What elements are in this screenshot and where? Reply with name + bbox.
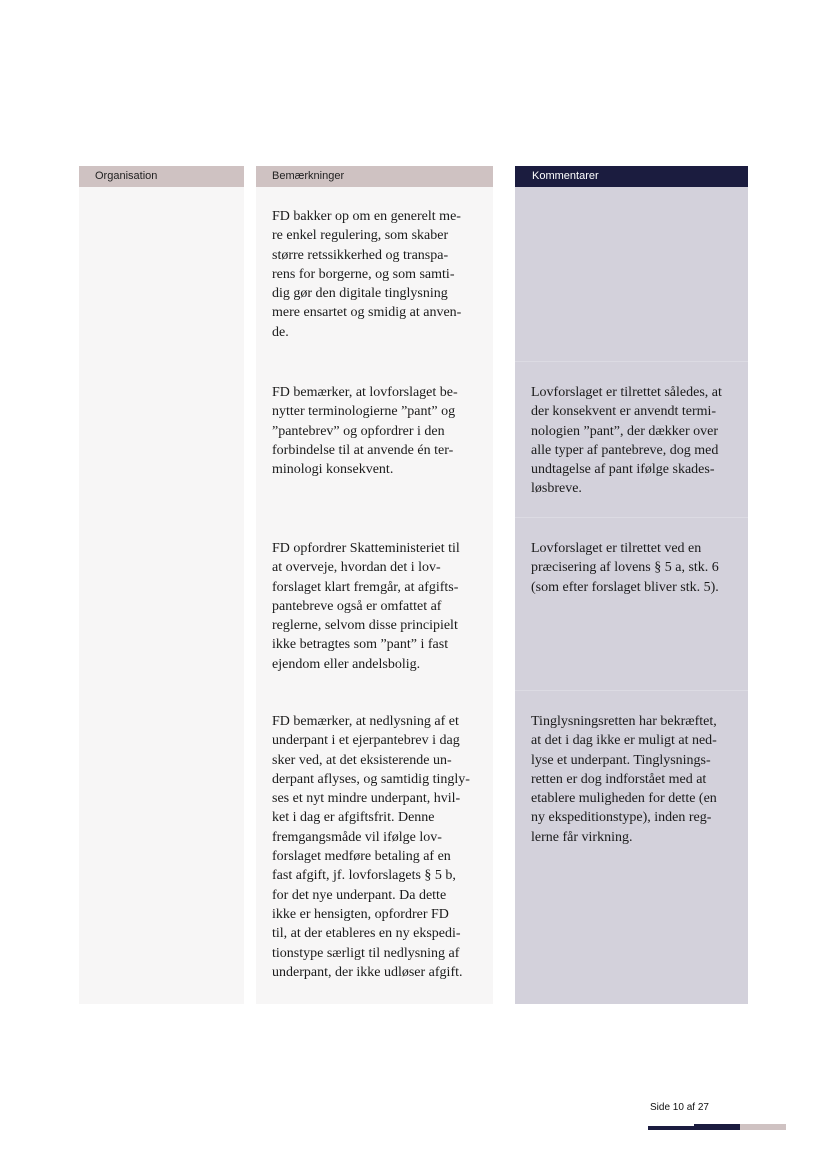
text-line: fast afgift, jf. lovforslagets § 5 b, <box>272 868 456 884</box>
text-line: underpant i et ejerpantebrev i dag <box>272 733 460 749</box>
organisation-column <box>79 187 244 1004</box>
text-line: mere ensartet og smidig at anven- <box>272 305 462 321</box>
text-line: Tinglysningsretten har bekræftet, <box>531 714 717 729</box>
comment-row-3 <box>531 539 736 597</box>
remark-row-3 <box>272 539 482 674</box>
column-header-bemaerkninger: Bemærkninger <box>256 166 493 187</box>
text-line: dig gør den digitale tinglysning <box>272 286 448 302</box>
text-line: derpant aflyses, og samtidig tingly- <box>272 771 470 787</box>
text-line: lerne får virkning. <box>531 829 633 845</box>
text-line: (som efter forslaget bliver stk. 5). <box>531 579 719 595</box>
text-line: FD bemærker, at nedlysning af et <box>272 714 459 729</box>
text-line: ejendom eller andelsbolig. <box>272 656 421 672</box>
text-line: etablere muligheden for dette (en <box>531 791 717 807</box>
text-line: til, at der etableres en ny ekspedi- <box>272 926 461 942</box>
text-line: ikke er hensigten, opfordrer FD <box>272 906 449 922</box>
text-line: underpant, der ikke udløser afgift. <box>272 964 463 980</box>
remark-row-4 <box>272 712 482 982</box>
column-header-organisation: Organisation <box>79 166 244 187</box>
text-line: præcisering af lovens § 5 a, stk. 6 <box>531 560 719 576</box>
text-line: FD opfordrer Skatteministeriet til <box>272 541 460 556</box>
text-line: Lovforslaget er tilrettet således, at <box>531 385 722 400</box>
text-line: fremgangsmåde vil ifølge lov- <box>272 829 442 845</box>
text-line: undtagelse af pant ifølge skades- <box>531 462 715 478</box>
text-line: rens for borgerne, og som samti- <box>272 266 455 282</box>
text-line: lyse et underpant. Tinglysnings- <box>531 752 711 768</box>
footer-bar-segment <box>648 1126 694 1130</box>
text-line: tionstype særligt til nedlysning af <box>272 945 460 961</box>
text-line: pantebreve også er omfattet af <box>272 598 442 614</box>
row-divider <box>515 361 748 362</box>
row-divider <box>515 517 748 518</box>
text-line: FD bemærker, at lovforslaget be- <box>272 385 458 400</box>
text-line: re enkel regulering, som skaber <box>272 228 449 244</box>
text-line: forslaget klart fremgår, at afgifts- <box>272 579 459 595</box>
row-divider <box>515 690 748 691</box>
text-line: nologien ”pant”, der dækker over <box>531 423 718 439</box>
column-header-kommentarer: Kommentarer <box>515 166 748 187</box>
text-line: ikke betragtes som ”pant” i fast <box>272 637 449 653</box>
remark-row-1 <box>272 207 482 342</box>
text-line: at overveje, hvordan det i lov- <box>272 560 441 576</box>
text-line: ”pantebrev” og opfordrer i den <box>272 423 445 439</box>
page-number: Side 10 af 27 <box>650 1102 709 1113</box>
footer-bar-segment <box>694 1124 740 1130</box>
footer-bar-segment <box>740 1124 786 1130</box>
text-line: for det nye underpant. Da dette <box>272 887 447 903</box>
text-line: minologi konsekvent. <box>272 462 394 478</box>
text-line: retten er dog indforstået med at <box>531 771 707 787</box>
text-line: nytter terminologierne ”pant” og <box>272 404 456 420</box>
text-line: forbindelse til at anvende én ter- <box>272 442 454 458</box>
text-line: reglerne, selvom disse principielt <box>272 618 458 634</box>
text-line: alle typer af pantebreve, dog med <box>531 442 719 458</box>
comment-row-4 <box>531 712 736 847</box>
text-line: ket i dag er afgiftsfrit. Denne <box>272 810 435 826</box>
text-line: løsbreve. <box>531 481 582 497</box>
text-line: der konsekvent er anvendt termi- <box>531 404 717 420</box>
text-line: forslaget medføre betaling af en <box>272 849 451 865</box>
text-line: Lovforslaget er tilrettet ved en <box>531 541 702 556</box>
text-line: sker ved, at det eksisterende un- <box>272 752 452 768</box>
text-line: de. <box>272 324 289 340</box>
text-line: at det i dag ikke er muligt at ned- <box>531 733 717 749</box>
text-line: større retssikkerhed og transpa- <box>272 247 449 263</box>
text-line: ses et nyt mindre underpant, hvil- <box>272 791 461 807</box>
comment-row-2 <box>531 383 736 499</box>
text-line: FD bakker op om en generelt me- <box>272 209 461 224</box>
text-line: ny ekspeditionstype), inden reg- <box>531 810 712 826</box>
remark-row-2 <box>272 383 482 479</box>
